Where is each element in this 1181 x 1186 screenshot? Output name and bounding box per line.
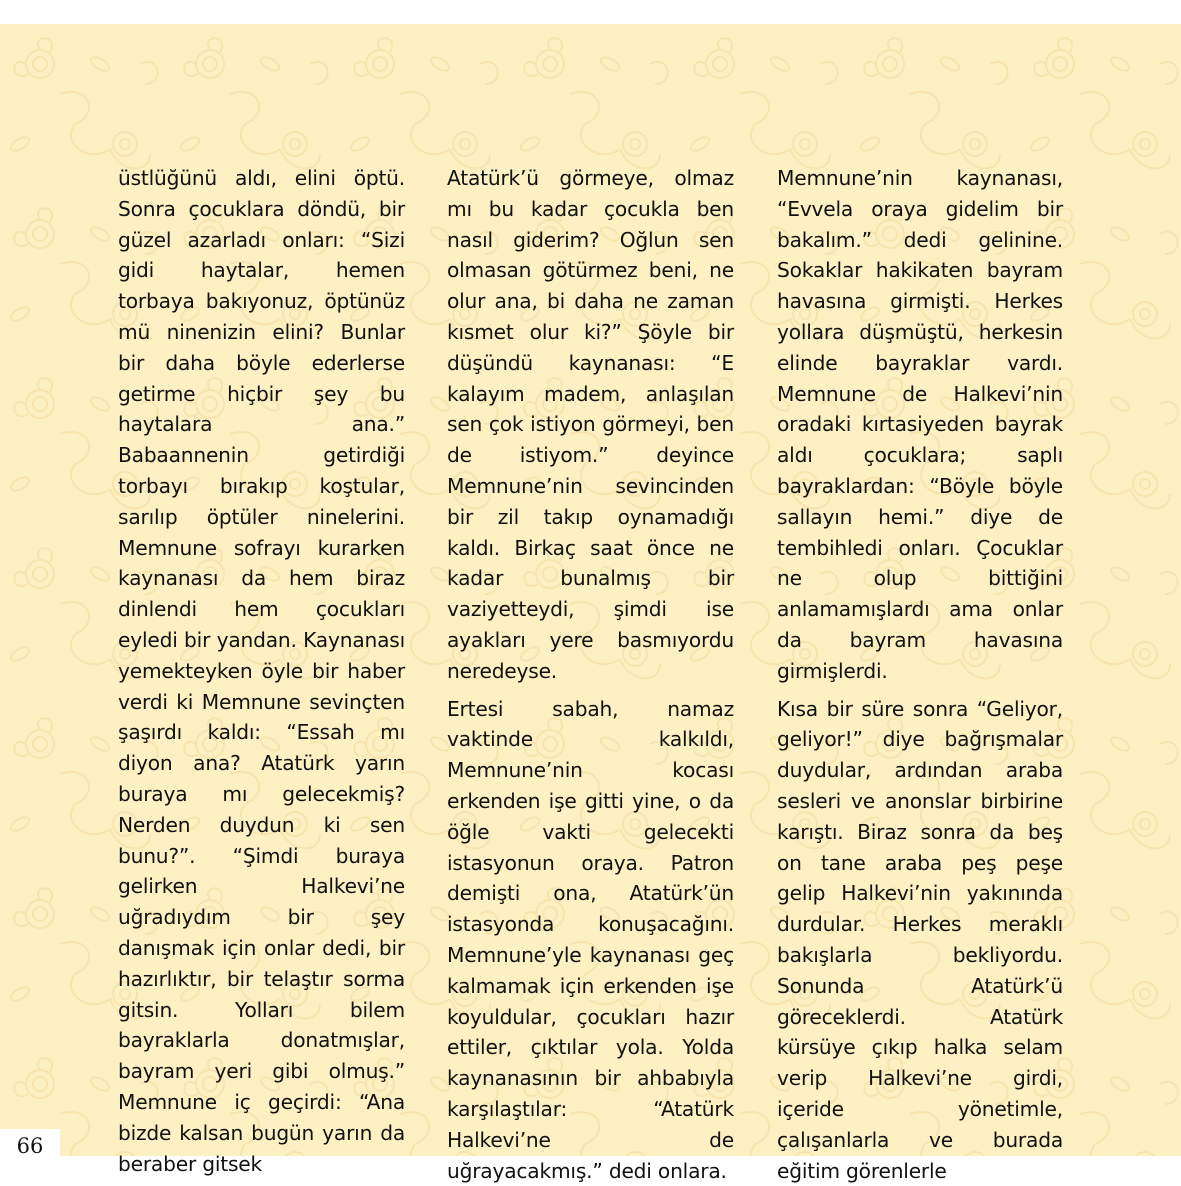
text-column-2 <box>447 163 734 1186</box>
paragraph: Memnune’nin kaynanası, “Evvela oraya gidelim bir bakalım.” dedi gelinine. Sokaklar hakikaten bayram havasına girmişti. Herkes yollara düşmüştü, herkesin elinde bayraklar vardı. Memnune de Halkevi’nin oradaki kırtasiyeden bayrak aldı çocuklara; saplı bayraklardan: “Böyle böyle sallayın hemi.” diye de tembihledi onları. Çocuklar ne olup bittiğini anlamamışlardı ama onlar da bayram havasına girmişlerdi. <box>777 166 1063 683</box>
paragraph: Kısa bir süre sonra “Geliyor, geliyor!” diye bağrışmalar duydular, ardından araba sesleri ve anonslar birbirine karıştı. Biraz sonra da beş on tane araba peş peşe gelip Halkevi’nin yakınında durdular. Herkes meraklı bakışlarla bekliyordu. Sonunda Atatürk’ü göreceklerdi. Atatürk kürsüye çıkıp halka selam verip Halkevi’ne girdi, içeride yönetimle, çalışanlarla ve burada eğitim görenlerle <box>777 696 1063 1183</box>
paragraph: üstlüğünü aldı, elini öptü. Sonra çocuklara döndü, bir güzel azarladı onları: “Sizi gidi haytalar, hemen torbaya bakıyonuz, öptünüz mü ninenizin elini? Bunlar bir daha böyle ederlerse getirme hiçbir şey bu haytalara ana.” Babaannenin getirdiği torbayı bırakıp koştular, sarılıp öptüler ninelerini. Memnune sofrayı kurarken kaynanası da hem biraz dinlendi hem çocukları eyledi bir yandan. Kaynanası yemekteyken öyle bir haber verdi ki Memnune sevinçten şaşırdı kaldı: “Essah mı diyon ana? Atatürk yarın buraya mı gelecekmiş? Nerden duydun ki sen bunu?”. “Şimdi buraya gelirken Halkevi’ne uğradıydım bir şey danışmak için onlar dedi, bir hazırlıktır, bir telaştır sorma gitsin. Yolları bilem bayraklarla donatmışlar, bayram yeri gibi olmuş.” Memnune iç geçirdi: “Ana bizde kalsan bugün yarın da beraber gitsek <box>118 166 405 1176</box>
page-background <box>0 24 1181 1183</box>
page-number: 66 <box>0 1129 60 1163</box>
text-column-1 <box>118 163 405 1179</box>
paragraph: Ertesi sabah, namaz vaktinde kalkıldı, Memnune’nin kocası erkenden işe gitti yine, o da öğle vakti gelecekti istasyonun oraya. Patron demişti ona, Atatürk’ün istasyonda konuşacağını. Memnune’yle kaynanası geç kalmamak için erkenden işe koyuldular, çocukları hazır ettiler, çıktılar yola. Yolda kaynanasının bir ahbabıyla karşılaştılar: “Atatürk Halkevi’ne de uğrayacakmış.” dedi onlara. <box>447 696 734 1183</box>
text-column-3 <box>777 163 1063 1186</box>
paragraph: Atatürk’ü görmeye, olmaz mı bu kadar çocukla ben nasıl giderim? Oğlun sen olmasan götürmez beni, ne olur ana, bi daha ne zaman kısmet olur ki?” Şöyle bir düşündü kaynanası: “E kalayım madem, anlaşılan sen çok istiyon görmeyi, ben de istiyom.” deyince Memnune’nin sevincinden bir zil takıp oynamadığı kaldı. Birkaç saat önce ne kadar bunalmış bir vaziyetteydi, şimdi ise ayakları yere basmıyordu neredeyse. <box>447 166 734 683</box>
